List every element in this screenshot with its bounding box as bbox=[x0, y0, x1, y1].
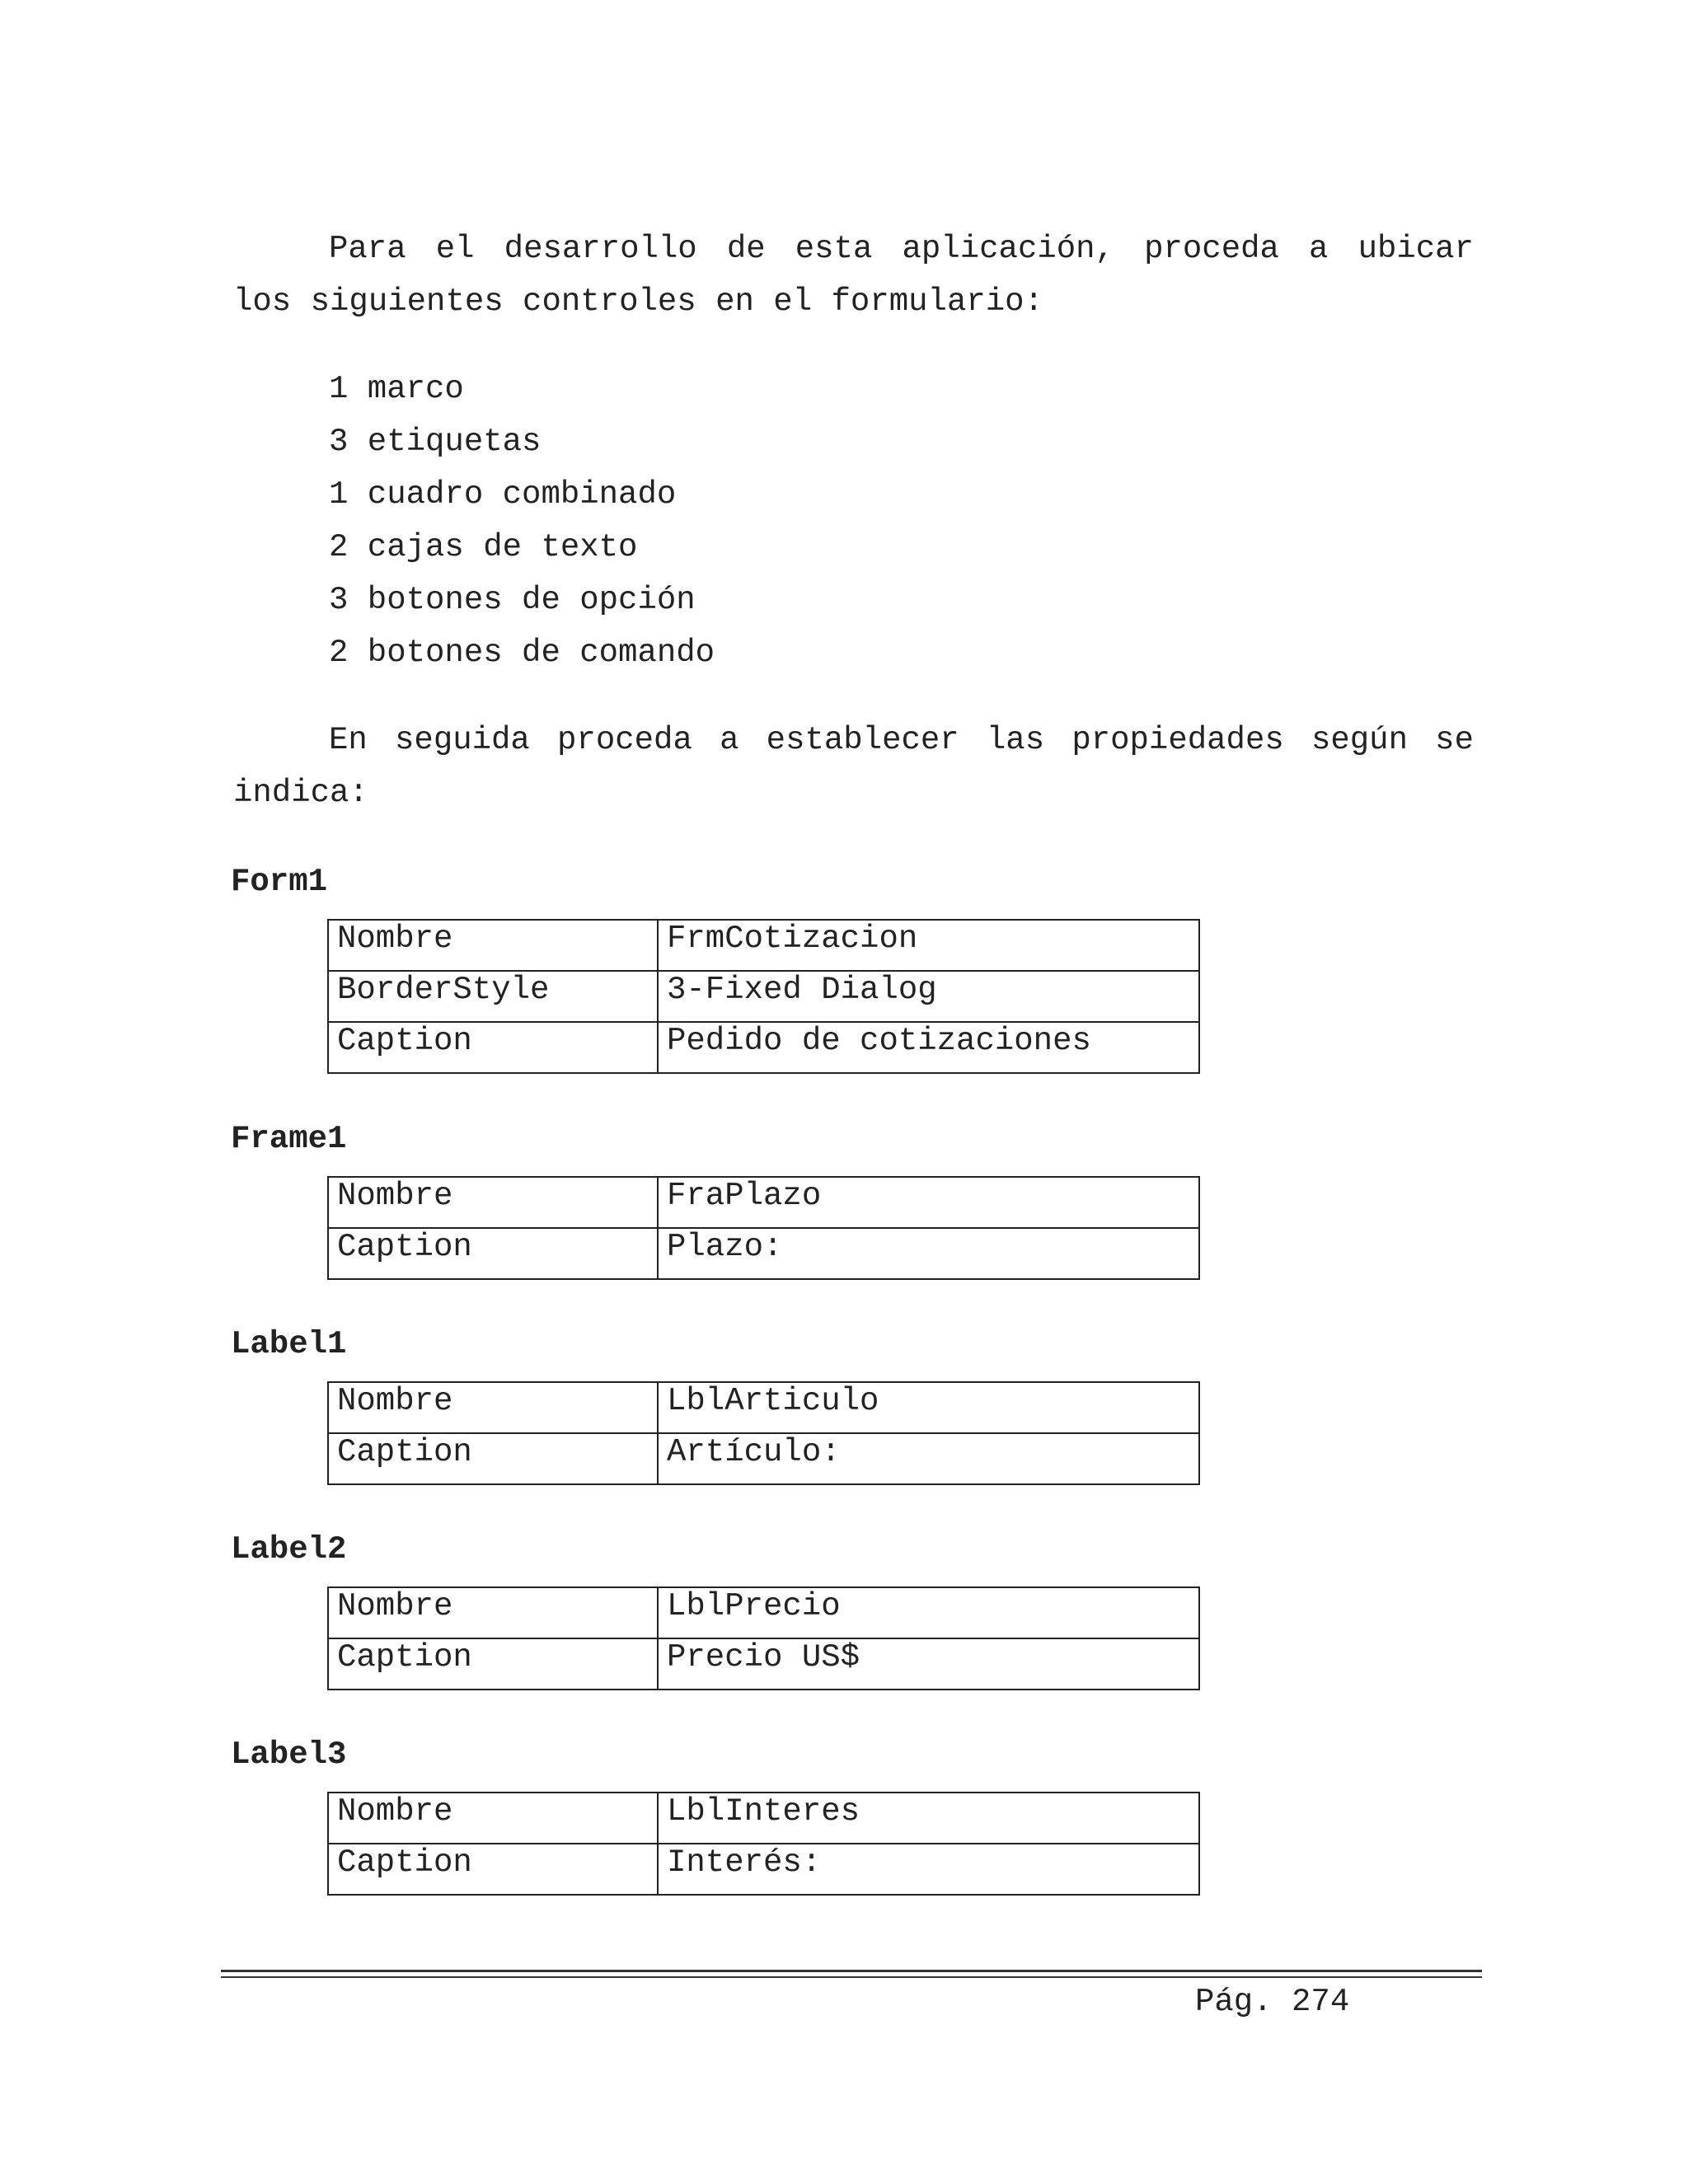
property-name-cell: Nombre bbox=[328, 1793, 658, 1844]
section-heading-label1: Label1 bbox=[231, 1326, 347, 1362]
page-number: Pág. 274 bbox=[1195, 1984, 1350, 2020]
controls-list bbox=[329, 363, 715, 679]
table-row bbox=[328, 1793, 1199, 1844]
table-row bbox=[328, 1177, 1199, 1228]
property-value-cell: Plazo: bbox=[658, 1228, 1199, 1279]
section-heading-frame1: Frame1 bbox=[231, 1121, 347, 1157]
section-heading-label3: Label3 bbox=[231, 1736, 347, 1773]
properties-table-frame1 bbox=[327, 1176, 1200, 1280]
properties-table-label2 bbox=[327, 1586, 1200, 1690]
property-name-cell: Caption bbox=[328, 1022, 658, 1073]
instructions-line-2: indica: bbox=[233, 775, 368, 811]
table-row bbox=[328, 1844, 1199, 1895]
property-value-cell: LblInteres bbox=[658, 1793, 1199, 1844]
properties-table-label1 bbox=[327, 1381, 1200, 1485]
property-name-cell: Nombre bbox=[328, 920, 658, 971]
intro-line-2: los siguientes controles en el formulario: bbox=[233, 284, 1043, 320]
table-row bbox=[328, 920, 1199, 971]
properties-table-form1 bbox=[327, 919, 1200, 1074]
list-item: 1 cuadro combinado bbox=[329, 476, 677, 513]
table-row bbox=[328, 1382, 1199, 1433]
list-item: 1 marco bbox=[329, 371, 464, 407]
property-name-cell: Caption bbox=[328, 1433, 658, 1484]
property-name-cell: Nombre bbox=[328, 1177, 658, 1228]
table-row bbox=[328, 1228, 1199, 1279]
property-name-cell: Nombre bbox=[328, 1587, 658, 1638]
property-value-cell: FrmCotizacion bbox=[658, 920, 1199, 971]
list-item: 3 etiquetas bbox=[329, 424, 542, 460]
property-name-cell: BorderStyle bbox=[328, 971, 658, 1022]
property-value-cell: Interés: bbox=[658, 1844, 1199, 1895]
property-name-cell: Nombre bbox=[328, 1382, 658, 1433]
footer-divider-line bbox=[221, 1970, 1482, 1972]
table-row bbox=[328, 1022, 1199, 1073]
property-value-cell: LblPrecio bbox=[658, 1587, 1199, 1638]
table-row bbox=[328, 1433, 1199, 1484]
table-row bbox=[328, 971, 1199, 1022]
property-value-cell: Pedido de cotizaciones bbox=[658, 1022, 1199, 1073]
property-value-cell: Artículo: bbox=[658, 1433, 1199, 1484]
instructions-paragraph bbox=[233, 714, 1474, 819]
instructions-line-1: En seguida proceda a establecer las propiedades según se bbox=[329, 722, 1474, 758]
footer-divider-line bbox=[221, 1976, 1482, 1978]
table-row bbox=[328, 1638, 1199, 1690]
list-item: 2 cajas de texto bbox=[329, 529, 638, 565]
intro-paragraph bbox=[233, 223, 1474, 328]
list-item: 2 botones de comando bbox=[329, 635, 715, 671]
property-name-cell: Caption bbox=[328, 1844, 658, 1895]
property-value-cell: Precio US$ bbox=[658, 1638, 1199, 1690]
property-value-cell: LblArticulo bbox=[658, 1382, 1199, 1433]
property-name-cell: Caption bbox=[328, 1228, 658, 1279]
list-item: 3 botones de opción bbox=[329, 582, 696, 618]
property-value-cell: 3-Fixed Dialog bbox=[658, 971, 1199, 1022]
section-heading-form1: Form1 bbox=[231, 864, 328, 900]
property-name-cell: Caption bbox=[328, 1638, 658, 1690]
section-heading-label2: Label2 bbox=[231, 1531, 347, 1568]
table-row bbox=[328, 1587, 1199, 1638]
properties-table-label3 bbox=[327, 1792, 1200, 1896]
intro-line-1: Para el desarrollo de esta aplicación, proceda a ubicar bbox=[329, 231, 1474, 267]
property-value-cell: FraPlazo bbox=[658, 1177, 1199, 1228]
